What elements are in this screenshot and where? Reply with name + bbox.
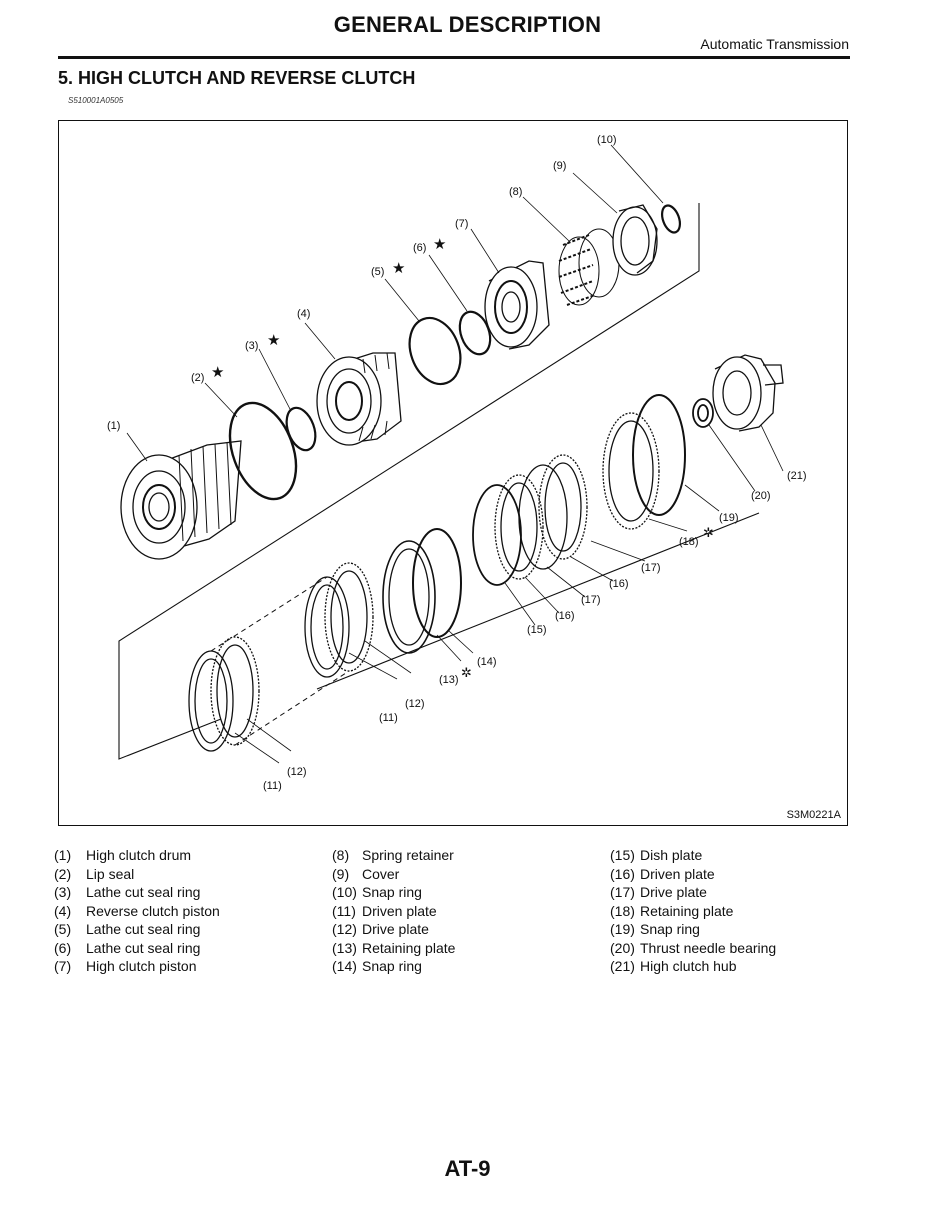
star-marker-3: ★ — [267, 331, 281, 349]
star-marker-5: ★ — [392, 259, 406, 277]
legend-item-number: (9) — [332, 865, 350, 882]
snap-ring-14 — [413, 529, 461, 637]
asterisk-marker-13: ✲ — [461, 666, 472, 681]
legend-item-name: Reverse clutch piston — [86, 902, 220, 919]
legend-item-name: Drive plate — [640, 884, 707, 900]
section-code: S510001A0505 — [68, 96, 124, 105]
legend-item-number: (5) — [54, 921, 72, 937]
callout-17-upper: (17) — [641, 562, 661, 574]
legend-item — [610, 902, 776, 921]
callout-15: (15) — [527, 624, 547, 636]
callout-11-middle: (11) — [379, 712, 398, 724]
legend-item-name: Retaining plate — [362, 939, 456, 956]
legend-item-number: (2) — [54, 865, 72, 882]
lathe-cut-seal-ring-3 — [281, 404, 320, 454]
snap-ring-10 — [659, 203, 684, 235]
legend-item-number: (3) — [54, 884, 72, 900]
callout-3: (3) — [245, 340, 259, 352]
legend-item — [332, 883, 455, 902]
legend-item-number: (4) — [54, 902, 72, 919]
high-clutch-hub — [713, 355, 783, 431]
callout-10: (10) — [597, 134, 617, 146]
legend-item — [332, 865, 455, 884]
legend-item-name: Driven plate — [362, 902, 437, 919]
dish-driven-drive-plates — [473, 455, 587, 585]
legend-item-number: (6) — [54, 939, 72, 956]
legend-item-name: Drive plate — [362, 921, 429, 937]
legend-item — [54, 957, 220, 976]
legend-item — [54, 846, 220, 865]
legend-item-number: (18) — [610, 902, 635, 919]
callout-17-lower: (17) — [581, 594, 601, 606]
figure-id: S3M0221A — [786, 809, 841, 821]
page-header-title: GENERAL DESCRIPTION — [333, 12, 602, 37]
legend-item — [54, 883, 220, 902]
legend-item-name: Lip seal — [86, 865, 135, 882]
header-divider — [58, 56, 850, 59]
high-clutch-drum — [121, 441, 241, 559]
legend-item-number: (7) — [54, 958, 72, 974]
callout-12-middle: (12) — [405, 698, 425, 710]
legend-item — [332, 920, 455, 939]
legend-item-number: (21) — [610, 958, 635, 974]
callout-18: (18) — [679, 536, 699, 548]
legend-item-name: Snap ring — [640, 921, 700, 937]
callout-labels — [107, 134, 807, 792]
exploded-view-figure — [58, 120, 848, 826]
callout-2: (2) — [191, 372, 205, 384]
callout-19: (19) — [719, 512, 739, 524]
star-markers — [211, 235, 446, 381]
callout-12-lower: (12) — [287, 766, 307, 778]
legend-item-name: Driven plate — [640, 865, 715, 882]
legend-item — [610, 920, 776, 939]
retaining-plate-13 — [383, 541, 435, 653]
legend-item — [610, 957, 776, 976]
legend-item-name: Cover — [362, 865, 400, 882]
legend-item — [54, 920, 220, 939]
legend-item — [54, 902, 220, 921]
legend-column-2 — [332, 846, 455, 976]
exploded-diagram — [59, 121, 849, 827]
callout-20: (20) — [751, 490, 771, 502]
legend-item-number: (17) — [610, 884, 635, 900]
legend-item-number: (10) — [332, 884, 357, 900]
legend-item-name: Lathe cut seal ring — [86, 884, 201, 900]
callout-13: (13) — [439, 674, 459, 686]
legend-item-name: Thrust needle bearing — [640, 939, 777, 956]
legend-item-number: (12) — [332, 921, 357, 937]
callout-9: (9) — [553, 160, 567, 172]
legend-item — [54, 865, 220, 884]
legend-item — [610, 865, 776, 884]
callout-6: (6) — [413, 242, 427, 254]
legend-item-name: Lathe cut seal ring — [86, 939, 201, 956]
callout-8: (8) — [509, 186, 523, 198]
legend-item — [610, 883, 776, 902]
legend-item-number: (16) — [610, 865, 635, 882]
lathe-cut-seal-ring-5 — [401, 311, 469, 391]
callout-7: (7) — [455, 218, 469, 230]
legend-item — [54, 939, 220, 958]
callout-4: (4) — [297, 308, 311, 320]
page-header-subtitle: Automatic Transmission — [700, 36, 849, 52]
callout-14: (14) — [477, 656, 497, 668]
legend-item-number: (20) — [610, 939, 635, 956]
legend-item-name: Lathe cut seal ring — [86, 921, 201, 937]
legend-item — [610, 846, 776, 865]
legend-item-name: Dish plate — [640, 847, 703, 863]
legend-item-number: (19) — [610, 921, 635, 937]
snap-ring-19 — [633, 395, 685, 515]
callout-21: (21) — [787, 470, 807, 482]
section-title: 5. HIGH CLUTCH AND REVERSE CLUTCH — [58, 68, 416, 88]
legend-item-name: Spring retainer — [362, 847, 454, 863]
legend-item — [332, 957, 455, 976]
legend-item-number: (15) — [610, 847, 635, 863]
legend-item — [332, 846, 455, 865]
legend-item-name: Snap ring — [362, 958, 422, 974]
thrust-needle-bearing — [693, 399, 713, 427]
callout-16-lower: (16) — [555, 610, 575, 622]
driven-drive-plates-lower — [189, 637, 259, 751]
callout-5: (5) — [371, 266, 385, 278]
cover — [613, 205, 657, 275]
callout-11-lower: (11) — [263, 780, 282, 792]
star-marker-6: ★ — [433, 235, 447, 253]
legend-item — [332, 902, 455, 921]
legend-column-1 — [54, 846, 220, 976]
legend-item — [332, 939, 455, 958]
legend-item-number: (13) — [332, 939, 357, 956]
legend-item-name: High clutch hub — [640, 958, 737, 974]
legend-item-number: (1) — [54, 847, 72, 863]
high-clutch-piston — [485, 261, 549, 349]
legend-column-3 — [610, 846, 776, 976]
page-number: AT-9 — [444, 1156, 491, 1181]
asterisk-marker-18: ✲ — [703, 526, 714, 541]
legend-item-name: Retaining plate — [640, 902, 734, 919]
callout-1: (1) — [107, 420, 121, 432]
reverse-clutch-piston — [317, 353, 401, 445]
legend-item-name: High clutch piston — [86, 958, 197, 974]
legend-item-name: High clutch drum — [86, 847, 192, 863]
legend-item — [610, 939, 776, 958]
star-marker-2: ★ — [211, 363, 225, 381]
callout-16-upper: (16) — [609, 578, 629, 590]
legend-item-number: (8) — [332, 847, 350, 863]
driven-drive-plates-middle — [305, 563, 373, 677]
legend-item-number: (11) — [332, 902, 356, 919]
legend-item-number: (14) — [332, 958, 357, 974]
legend-item-name: Snap ring — [362, 884, 422, 900]
